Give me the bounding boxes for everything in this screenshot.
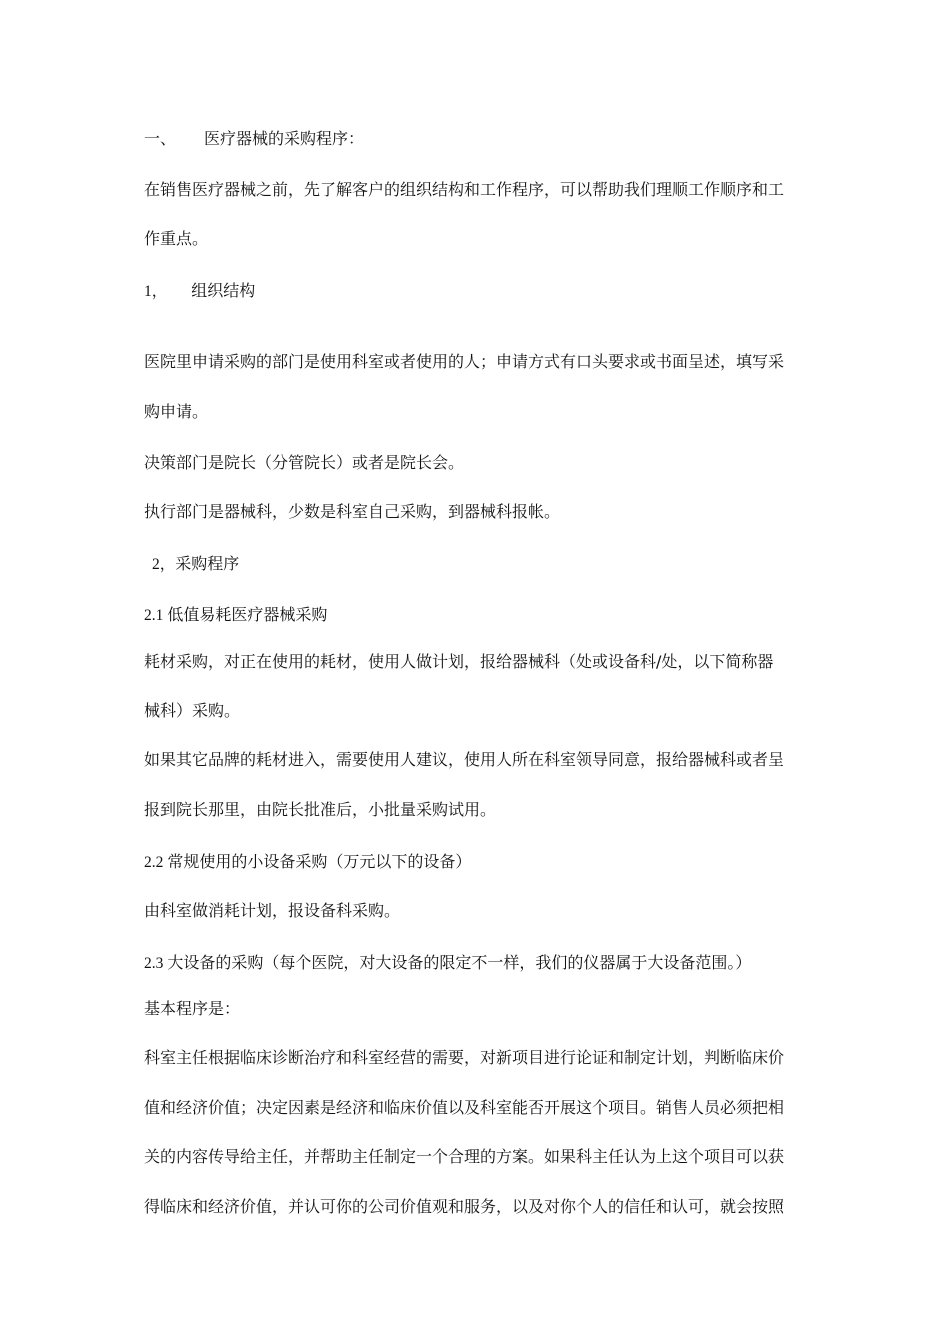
subsection-heading-2-3 xyxy=(144,952,751,974)
paragraph-line: 执行部门是器械科，少数是科室自己采购，到器械科报帐。 xyxy=(144,502,561,521)
paragraph-line: 决策部门是院长（分管院长）或者是院长会。 xyxy=(144,453,465,472)
subsection-number: 2.2 xyxy=(144,854,164,871)
subsection-number: 2.1 xyxy=(144,607,164,624)
paragraph-line: 购申请。 xyxy=(144,402,209,421)
paragraph-line: 如果其它品牌的耗材进入，需要使用人建议，使用人所在科室领导同意，报给器械科或者呈 xyxy=(144,750,785,769)
paragraph-line: 得临床和经济价值，并认可你的公司价值观和服务，以及对你个人的信任和认可，就会按照 xyxy=(144,1197,785,1216)
paragraph-line: 值和经济价值；决定因素是经济和临床价值以及科室能否开展这个项目。销售人员必须把相 xyxy=(144,1098,785,1117)
subsection-number: 2.3 xyxy=(144,955,164,972)
paragraph-line: 关的内容传导给主任，并帮助主任制定一个合理的方案。如果科主任认为上这个项目可以获 xyxy=(144,1147,785,1166)
subsection-title: 常规使用的小设备采购（万元以下的设备） xyxy=(167,852,472,871)
paragraph-line: 作重点。 xyxy=(144,229,209,248)
subsection-heading-2-1 xyxy=(144,604,327,626)
subsection-heading-2-2 xyxy=(144,851,471,873)
subheading-title: 组织结构 xyxy=(191,281,256,300)
subheading-number: 1， xyxy=(144,283,168,300)
section-title: 医疗器械的采购程序： xyxy=(204,129,365,148)
subheading-org-structure xyxy=(144,280,255,302)
paragraph-line: 耗材采购，对正在使用的耗材，使用人做计划，报给器械科（处或设备科/处，以下简称器 xyxy=(144,652,774,671)
paragraph-line: 由科室做消耗计划，报设备科采购。 xyxy=(144,901,401,920)
paragraph-line: 医院里申请采购的部门是使用科室或者使用的人；申请方式有口头要求或书面呈述，填写采 xyxy=(144,352,785,371)
subheading-procurement xyxy=(152,553,239,575)
paragraph-line: 基本程序是： xyxy=(144,999,241,1018)
subheading-number: 2， xyxy=(152,556,176,573)
subheading-title: 采购程序 xyxy=(175,554,240,573)
section-number: 一、 xyxy=(144,129,177,148)
paragraph-line: 械科）采购。 xyxy=(144,701,241,720)
paragraph-line: 报到院长那里，由院长批准后，小批量采购试用。 xyxy=(144,800,497,819)
subsection-title: 大设备的采购（每个医院，对大设备的限定不一样，我们的仪器属于大设备范围。） xyxy=(167,953,752,972)
subsection-title: 低值易耗医疗器械采购 xyxy=(167,605,328,624)
section-heading-1 xyxy=(144,128,364,150)
paragraph-line: 在销售医疗器械之前，先了解客户的组织结构和工作程序，可以帮助我们理顺工作顺序和工 xyxy=(144,180,785,199)
paragraph-line: 科室主任根据临床诊断治疗和科室经营的需要，对新项目进行论证和制定计划，判断临床价 xyxy=(144,1048,785,1067)
